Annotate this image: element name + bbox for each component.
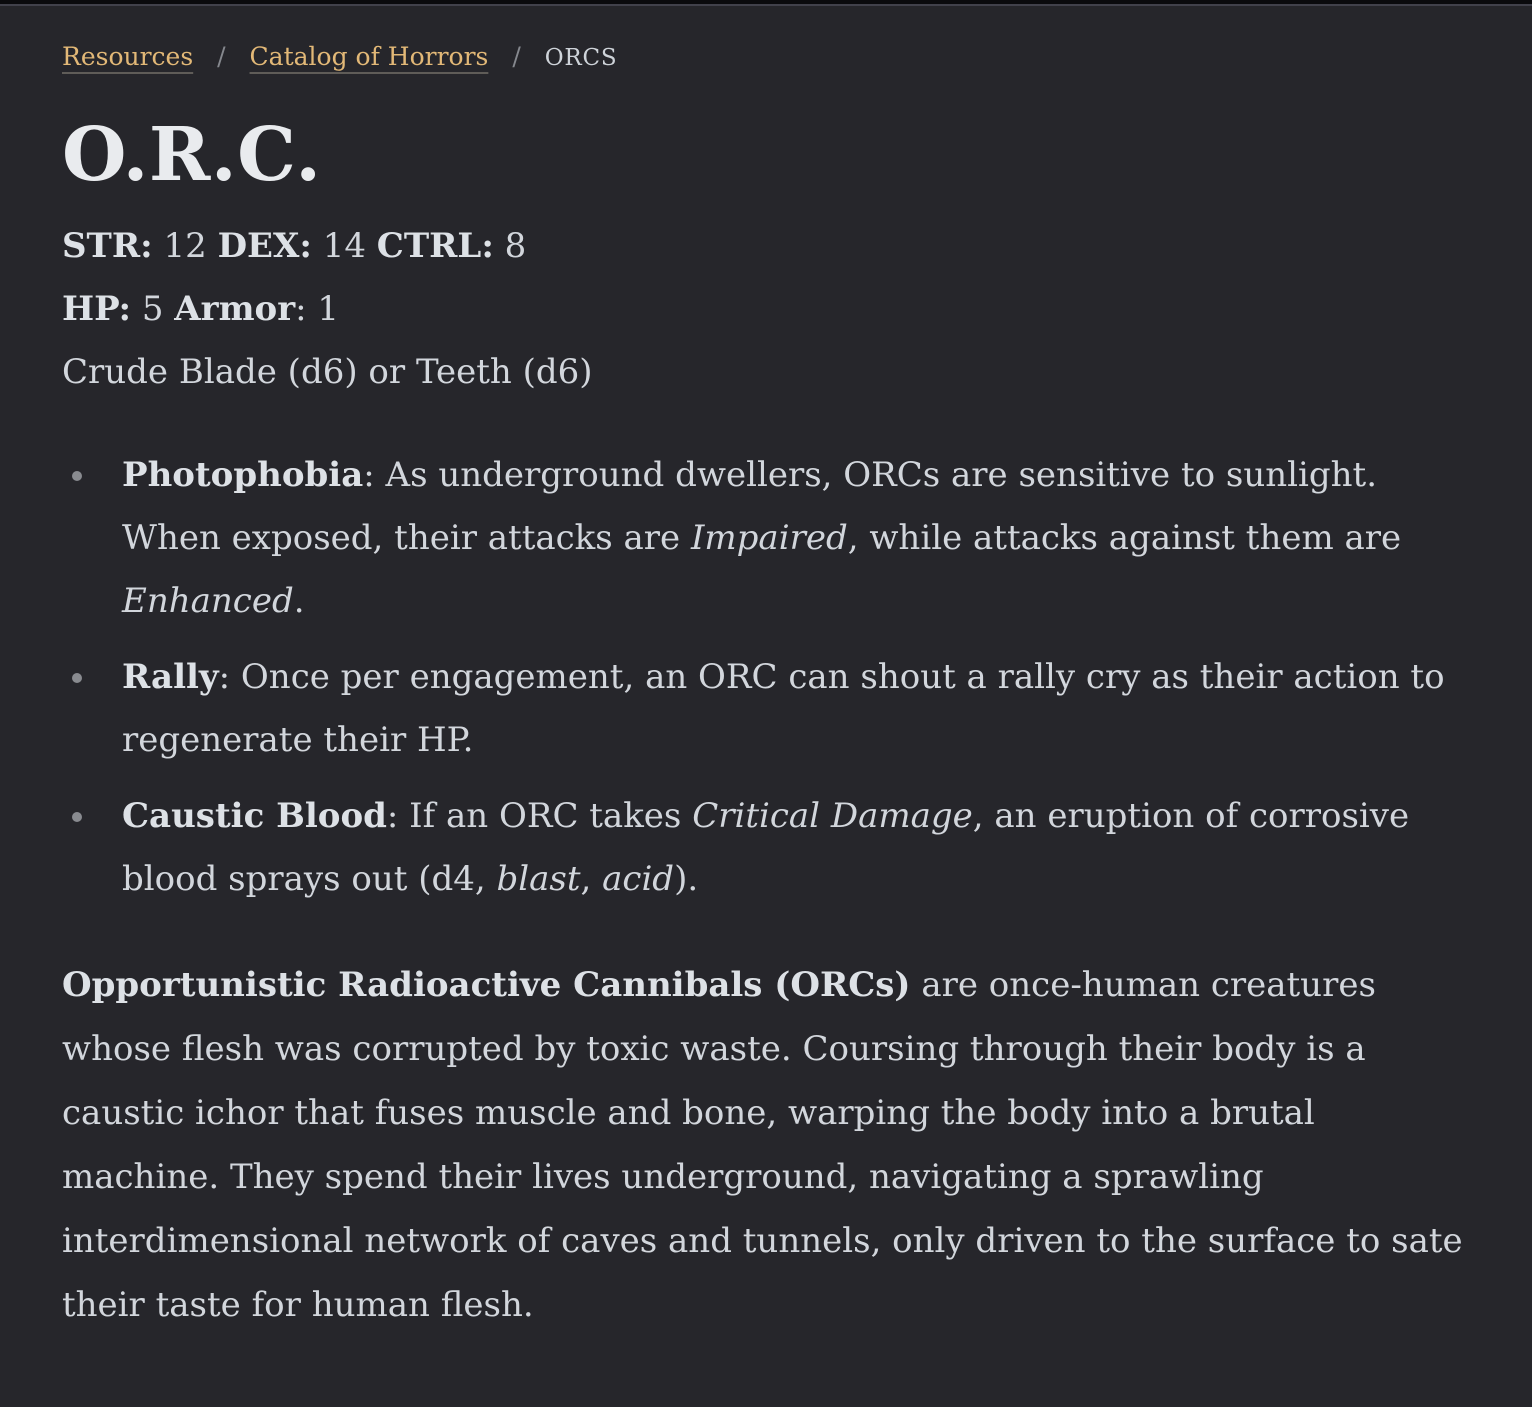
trait-item-photophobia — [122, 444, 1470, 633]
stat-block — [62, 215, 1470, 404]
traits-list — [62, 444, 1470, 911]
trait-text: Caustic Blood: If an ORC takes Critical Damage, an eruption of corrosive blood sprays out (d4, blast, acid). — [122, 795, 1410, 899]
bullet-icon — [72, 673, 82, 683]
stat-line-attacks: Crude Blade (d6) or Teeth (d6) — [62, 351, 593, 392]
bullet-icon — [72, 471, 82, 481]
page-content — [0, 6, 1532, 1407]
breadcrumb-link-resources[interactable]: Resources — [62, 42, 194, 71]
breadcrumb-separator: / — [217, 42, 226, 71]
trait-text: Photophobia: As underground dwellers, ORCs are sensitive to sunlight. When exposed, their attacks are Impaired, while attacks against them are Enhanced. — [122, 454, 1402, 621]
trait-item-rally — [122, 646, 1470, 772]
breadcrumb — [62, 40, 1470, 75]
page-title: O.R.C. — [62, 112, 322, 198]
trait-text: Rally: Once per engagement, an ORC can shout a rally cry as their action to regenerate their HP. — [122, 656, 1445, 760]
trait-item-caustic-blood — [122, 785, 1470, 911]
bullet-icon — [72, 812, 82, 822]
stat-line-vitals: HP: 5 Armor: 1 — [62, 288, 340, 329]
stat-line-abilities: STR: 12 DEX: 14 CTRL: 8 — [62, 225, 527, 266]
breadcrumb-separator: / — [512, 42, 521, 71]
breadcrumb-current-page: ORCS — [544, 45, 618, 71]
breadcrumb-link-catalog-of-horrors[interactable]: Catalog of Horrors — [249, 42, 489, 71]
description-paragraph: Opportunistic Radioactive Cannibals (ORCs) are once-human creatures whose flesh was corrupted by toxic waste. Coursing through their body is a caustic ichor that fuses muscle and bone, warping the body into a brutal machine. They spend their lives underground, navigating a sprawling interdimensional network of caves and tunnels, only driven to the surface to sate their taste for human flesh. — [62, 964, 1463, 1325]
